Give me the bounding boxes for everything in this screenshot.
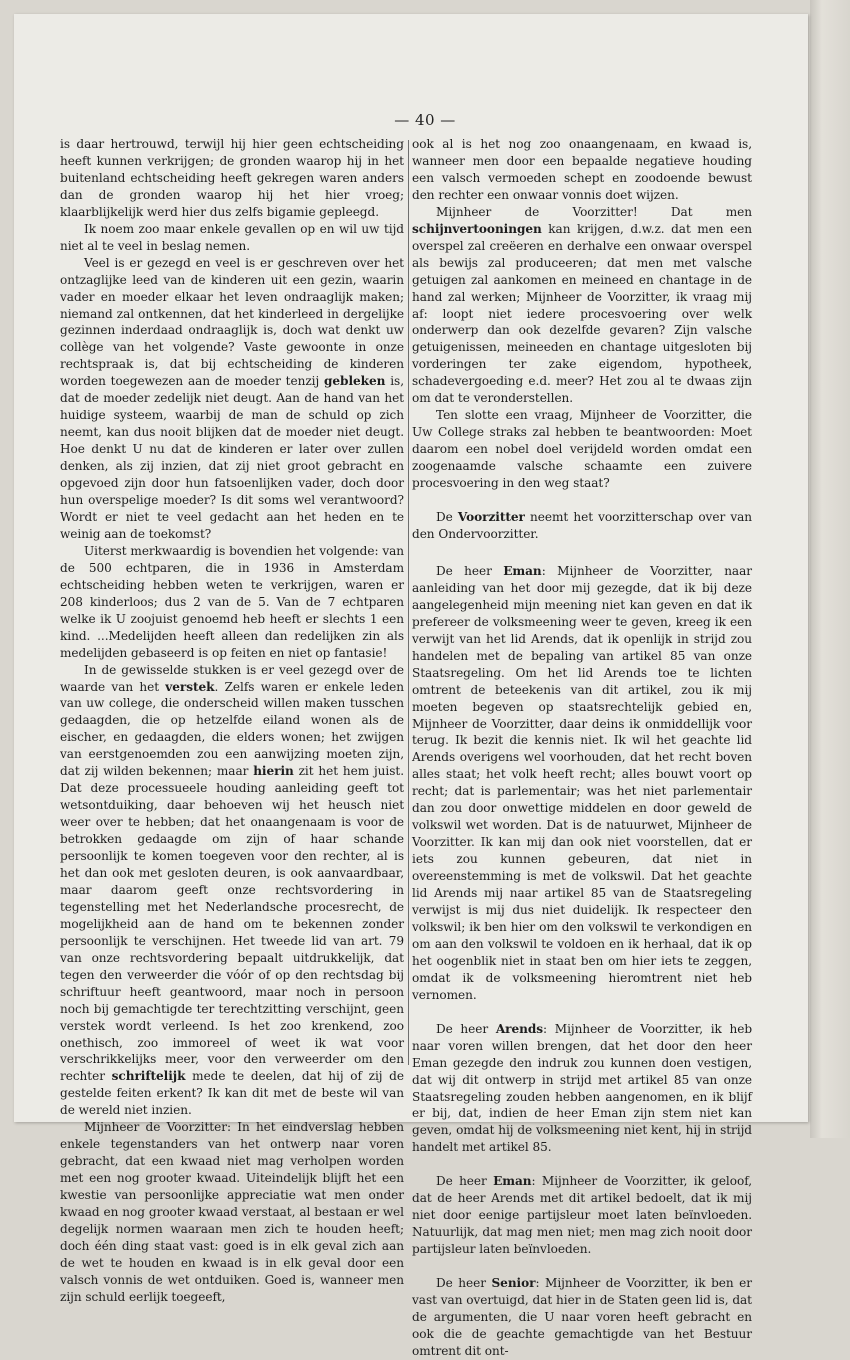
paragraph-chair: De Voorzitter neemt het voorzitterschap over van den Ondervoorzitter. (412, 510, 752, 541)
paragraph: In de gewisselde stukken is er veel gezegd over de waarde van het verstek. Zelfs waren er enkele leden van uw college, die onderscheid willen maken tusschen gedaagden, die op hetzelfde eiland wonen als de eischer, en gedaagden, die elders wonen; het zwijgen van eerstgenoemden zou een aanwijzing moeten zijn, dat zij wilden bekennen; maar hierin zit het hem juist. Dat deze processueele houding aanleiding geeft tot wetsontduiking, daar behoeven wij het heusch niet weer over te hebben; dat het onaangenaam is voor de betrokken gedaagde om zijn of haar schande persoonlijk te komen toegeven voor den rechter, al is het dan ook met gesloten deuren, is ook aanvaardbaar, maar daarom geeft onze rechtsvordering in tegenstelling met het Nederlandsche procesrecht, de mogelijkheid aan de hand om te bekennen zonder persoonlijk te verschijnen. Het tweede lid van art. 79 van onze rechtsvordering bepaalt uitdrukkelijk, dat tegen den verweerder die vóór of op den rechtsdag bij schriftuur heeft geantwoord, maar noch in persoon noch bij gemachtigde ter terechtzitting verschijnt, geen verstek wordt verleend. Is het zoo krenkend, zoo onethisch, zoo immoreel of weet ik wat voor verschrikkelijks meer, voor den verweerder om den rechter schriftelijk mede te deelen, dat hij of zij de gestelde feiten erkent? Ik kan dit met de beste wil van de wereld niet inzien. (60, 662, 405, 1118)
paragraph: Ik noem zoo maar enkele gevallen op en wil uw tijd niet al te veel in beslag nemen. (60, 221, 404, 253)
paragraph: Veel is er gezegd en veel is er geschreven over het ontzaglijke leed van de kinderen uit een gezin, waarin vader en moeder elkaar het leven ondraaglijk maken; niemand zal ontkennen, dat het kinderleed in dergelijke gezinnen inderdaad ondraaglijk is, doch wat denkt uw collège van het volgende? Vaste gewoonte in onze rechtspraak is, dat bij echtscheiding de kinderen worden toegewezen aan de moeder tenzij gebleken is, dat de moeder zedelijk niet deugt. Aan de hand van het huidige systeem, waarbij de man de schuld op zich neemt, kan dus nooit blijken dat de moeder niet deugt. Hoe denkt U nu dat de kinderen er later over zullen denken, als zij inzien, dat zij niet groot gebracht en opgevoed zijn door hun fatsoenlijken vader, doch door hun overspelige moeder? Is dit soms wel verantwoord? Wordt er niet te veel gedacht aan het heden en te weinig aan de toekomst? (60, 255, 404, 541)
paragraph: Uiterst merkwaardig is bovendien het volgende: van de 500 echtparen, die in 1936 in Amsterdam echtscheiding hebben weten te verkrijgen, waren er 208 kinderloos; dus 2 van de 5. Van de 7 echtparen welke ik U zoojuist genoemd heb heeft er slechts 1 een kind. ...Medelijden heeft alleen dan redelijken zin als medelijden gebaseerd is op feiten en niet op fantasie! (60, 543, 404, 660)
paragraph-speech-senior: De heer Senior: Mijnheer de Voorzitter, ik ben er vast van overtuigd, dat hier in de Staten geen lid is, dat de argumenten, die U naar voren heeft gebracht en ook die de geachte gemachtigde van het Bestuur omtrent dit ont- (412, 1276, 752, 1358)
page-number: — 40 — (394, 111, 456, 129)
paragraph-speech-arends: De heer Arends: Mijnheer de Voorzitter, ik heb naar voren willen brengen, dat het door den heer Eman gezegde den indruk zou kunnen doen vestigen, dat wij dit ontwerp in strijd met artikel 85 van onze Staatsregeling zouden hebben aangenomen, en ik blijf er bij, dat, indien de heer Eman zijn stem niet kan geven, omdat hij de volksmeening niet kent, hij in strijd handelt met artikel 85. (412, 1021, 753, 1155)
column-divider (408, 140, 409, 1065)
paragraph: is daar hertrouwd, terwijl hij hier geen echtscheiding heeft kunnen verkrijgen; de gronden waarop hij in het buitenland echtscheiding heeft gekregen waren anders dan de gronden waarop hij het hier vroeg; klaarblijkelijk werd hier dus zelfs bigamie gepleegd. (60, 137, 404, 219)
right-column (412, 136, 753, 1358)
paragraph-speech-eman: De heer Eman: Mijnheer de Voorzitter, ik geloof, dat de heer Arends met dit artikel bedoelt, dat ik mij niet door eenige partijsleur moet laten beïnvloeden. Natuurlijk, dat mag men niet; men mag zich nooit door partijsleur laten beïnvloeden. (412, 1174, 752, 1257)
paragraph: Ten slotte een vraag, Mijnheer de Voorzitter, die Uw College straks zal hebben te beantwoorden: Moet daarom een nobel doel verijdeld worden omdat een zoogenaamde valsche schaamte een zuivere procesvoering in den weg staat? (412, 408, 752, 491)
paragraph: ook al is het nog zoo onaangenaam, en kwaad is, wanneer men door een bepaalde negatieve houding een valsch vermoeden schept en zoodoende bewust den rechter een onwaar vonnis doet wijzen. (412, 137, 752, 202)
adjacent-page-edge (810, 0, 850, 1138)
left-column (60, 136, 405, 1304)
paragraph: Mijnheer de Voorzitter: In het eindverslag hebben enkele tegenstanders van het ontwerp naar voren gebracht, dat een kwaad niet mag verholpen worden met een nog grooter kwaad. Uiteindelijk blijft het een kwestie van persoonlijke appreciatie wat men onder kwaad en nog grooter kwaad verstaat, al bestaan er wel degelijk normen waaraan men zich te houden heeft; doch één ding staat vast: goed is in elk geval zich aan de wet te houden en kwaad is in elk geval door een valsch vonnis de wet ontduiken. Goed is, wanneer men zijn schuld eerlijk toegeeft, (60, 1120, 404, 1304)
paragraph-speech-eman: De heer Eman: Mijnheer de Voorzitter, naar aanleiding van het door mij gezegde, dat ik bij deze aangelegenheid mijn meening niet kan geven en dat ik prefereer de volksmeening weer te geven, kreeg ik een verwijt van het lid Arends, dat ik openlijk in strijd zou handelen met de bepaling van artikel 85 van onze Staatsregeling. Om het lid Arends toe te lichten omtrent de beteekenis van dit artikel, zou ik mij moeten begeven op staatsrechtelijk gebied en, Mijnheer de Voorzitter, daar deins ik onmiddellijk voor terug. Ik bezit die kennis niet. Ik wil het geachte lid Arends overigens wel voorhouden, dat het recht boven alles staat; het volk heeft recht; alles bouwt voort op recht; dat is parlementair; was het niet parlementair dan zou door onwettige middelen en door geweld de volkswil wet worden. Dat is de natuurwet, Mijnheer de Voorzitter. Ik kan mij dan ook niet voorstellen, dat er iets zou kunnen gebeuren, dat niet in overeenstemming is met de volkswil. Dat het geachte lid Arends mij naar artikel 85 van de Staatsregeling verwijst is mij dus niet duidelijk. Ik respecteer den volkswil; ik ben hier om den volkswil te verkondigen en om aan den volkswil te voldoen en ik herhaal, dat ik op het oogenblik niet in staat ben om hier iets te zeggen, omdat ik de volksmeening hieromtrent niet heb vernomen. (412, 563, 752, 1002)
paragraph: Mijnheer de Voorzitter! Dat men schijnvertooningen kan krijgen, d.w.z. dat men een overspel zal creëeren en derhalve een onwaar overspel als bewijs zal produceeren; dat men met valsche getuigen zal aankomen en meineed en chantage in de hand zal werken; Mijnheer de Voorzitter, ik vraag mij af: loopt niet iedere procesvoering over welk onderwerp dan ook dezelfde gevaren? Zijn valsche getuigenissen, meineeden en chantage uitgesloten bij vorderingen ter zake eigendom, hypotheek, schadevergoeding e.d. meer? Het zou al te dwaas zijn om dat te veronderstellen. (412, 204, 752, 406)
